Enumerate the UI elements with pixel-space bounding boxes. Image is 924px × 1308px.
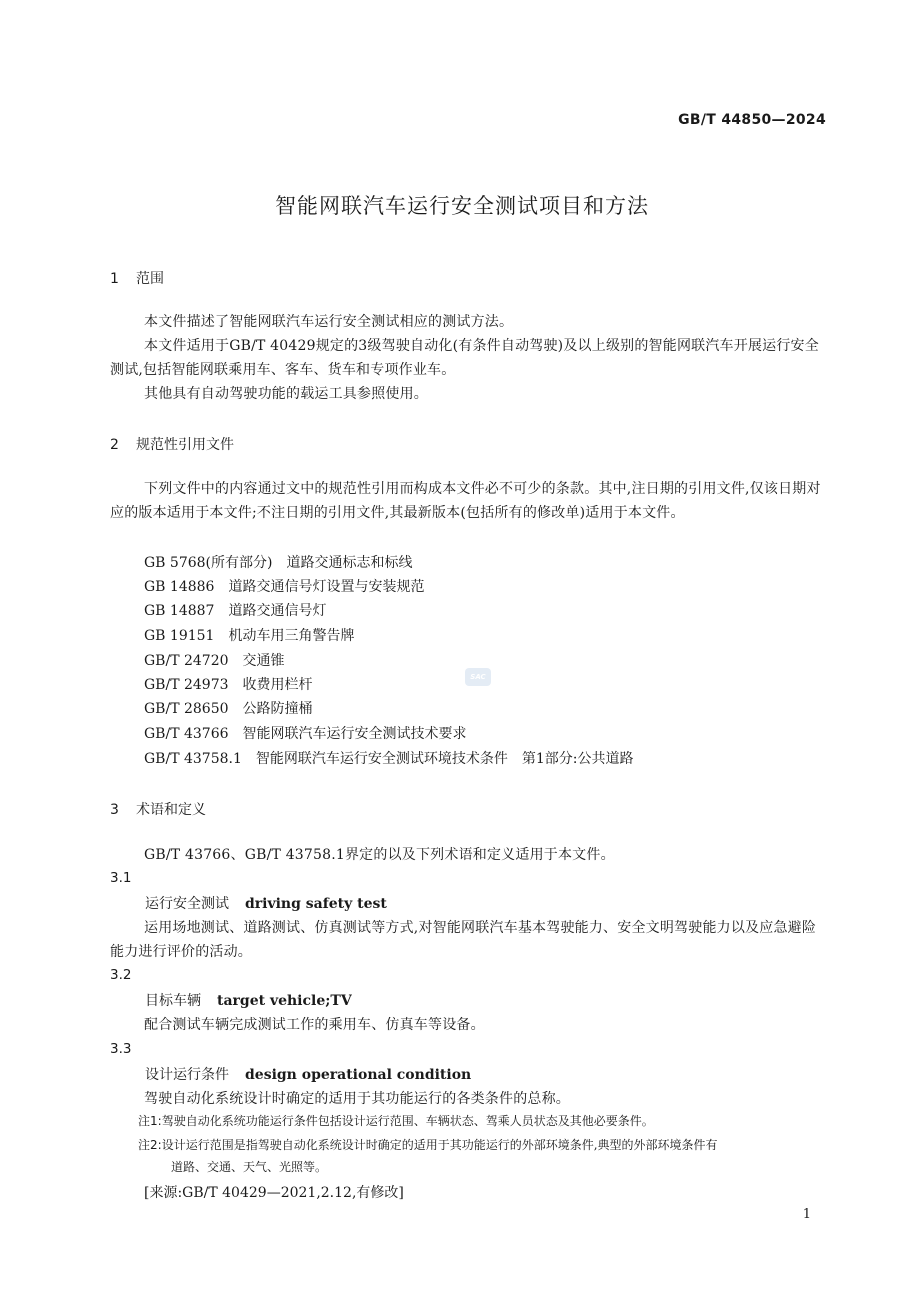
section-number: 1 bbox=[110, 271, 119, 287]
reference-item: GB 14887 道路交通信号灯 bbox=[144, 603, 327, 619]
reference-item: GB/T 24973 收费用栏杆 bbox=[144, 677, 313, 693]
reference-item: GB 14886 道路交通信号灯设置与安装规范 bbox=[144, 579, 425, 595]
section-heading-terms bbox=[110, 799, 206, 819]
normative-refs-intro: 下列文件中的内容通过文中的规范性引用而构成本文件必不可少的条款。其中,注日期的引用文件,仅该日期对应的版本适用于本文件;不注日期的引用文件,其最新版本(包括所有的修改单)适用于本文件。 bbox=[110, 481, 821, 521]
section-heading-scope bbox=[110, 268, 164, 288]
reference-item: GB 5768(所有部分) 道路交通标志和标线 bbox=[144, 555, 413, 571]
section-number: 2 bbox=[110, 437, 119, 453]
section-title: 规范性引用文件 bbox=[136, 437, 234, 453]
term-note: 注2:设计运行范围是指驾驶自动化系统设计时确定的适用于其功能运行的外部环境条件,典型的外部环境条件有 道路、交通、天气、光照等。 bbox=[138, 1138, 718, 1174]
reference-item: GB/T 43758.1 智能网联汽车运行安全测试环境技术条件 第1部分:公共道路 bbox=[144, 751, 634, 767]
page-number: 1 bbox=[802, 1207, 811, 1222]
term-title: 设计运行条件 design operational condition bbox=[145, 1067, 472, 1083]
term-source: [来源:GB/T 40429—2021,2.12,有修改] bbox=[144, 1185, 404, 1201]
terms-intro: GB/T 43766、GB/T 43758.1界定的以及下列术语和定义适用于本文件。 bbox=[144, 847, 615, 863]
term-number: 3.1 bbox=[110, 870, 132, 886]
term-title: 运行安全测试 driving safety test bbox=[145, 896, 387, 912]
section-title: 范围 bbox=[136, 271, 164, 287]
reference-item: GB/T 24720 交通锥 bbox=[144, 653, 285, 669]
scope-paragraph: 本文件适用于GB/T 40429规定的3级驾驶自动化(有条件自动驾驶)及以上级别的智能网联汽车开展运行安全测试,包括智能网联乘用车、客车、货车和专项作业车。 bbox=[110, 338, 819, 378]
sac-watermark-logo: SAC bbox=[465, 668, 491, 686]
term-definition: 运用场地测试、道路测试、仿真测试等方式,对智能网联汽车基本驾驶能力、安全文明驾驶能力以及应急避险能力进行评价的活动。 bbox=[110, 920, 817, 960]
term-number: 3.3 bbox=[110, 1041, 132, 1057]
term-note: 注1:驾驶自动化系统功能运行条件包括设计运行范围、车辆状态、驾乘人员状态及其他必要条件。 bbox=[138, 1114, 654, 1128]
term-title: 目标车辆 target vehicle;TV bbox=[145, 993, 352, 1009]
term-number: 3.2 bbox=[110, 967, 132, 983]
reference-item: GB/T 28650 公路防撞桶 bbox=[144, 701, 313, 717]
scope-paragraph: 本文件描述了智能网联汽车运行安全测试相应的测试方法。 bbox=[144, 314, 514, 330]
term-definition: 配合测试车辆完成测试工作的乘用车、仿真车等设备。 bbox=[144, 1017, 485, 1033]
scope-paragraph: 其他具有自动驾驶功能的载运工具参照使用。 bbox=[144, 386, 428, 402]
section-title: 术语和定义 bbox=[136, 802, 206, 818]
document-title: 智能网联汽车运行安全测试项目和方法 bbox=[275, 194, 649, 218]
standard-code: GB/T 44850—2024 bbox=[678, 112, 826, 128]
section-heading-normative-refs bbox=[110, 434, 234, 454]
section-number: 3 bbox=[110, 802, 119, 818]
reference-item: GB/T 43766 智能网联汽车运行安全测试技术要求 bbox=[144, 726, 467, 742]
term-definition: 驾驶自动化系统设计时确定的适用于其功能运行的各类条件的总称。 bbox=[144, 1091, 570, 1107]
reference-item: GB 19151 机动车用三角警告牌 bbox=[144, 628, 355, 644]
